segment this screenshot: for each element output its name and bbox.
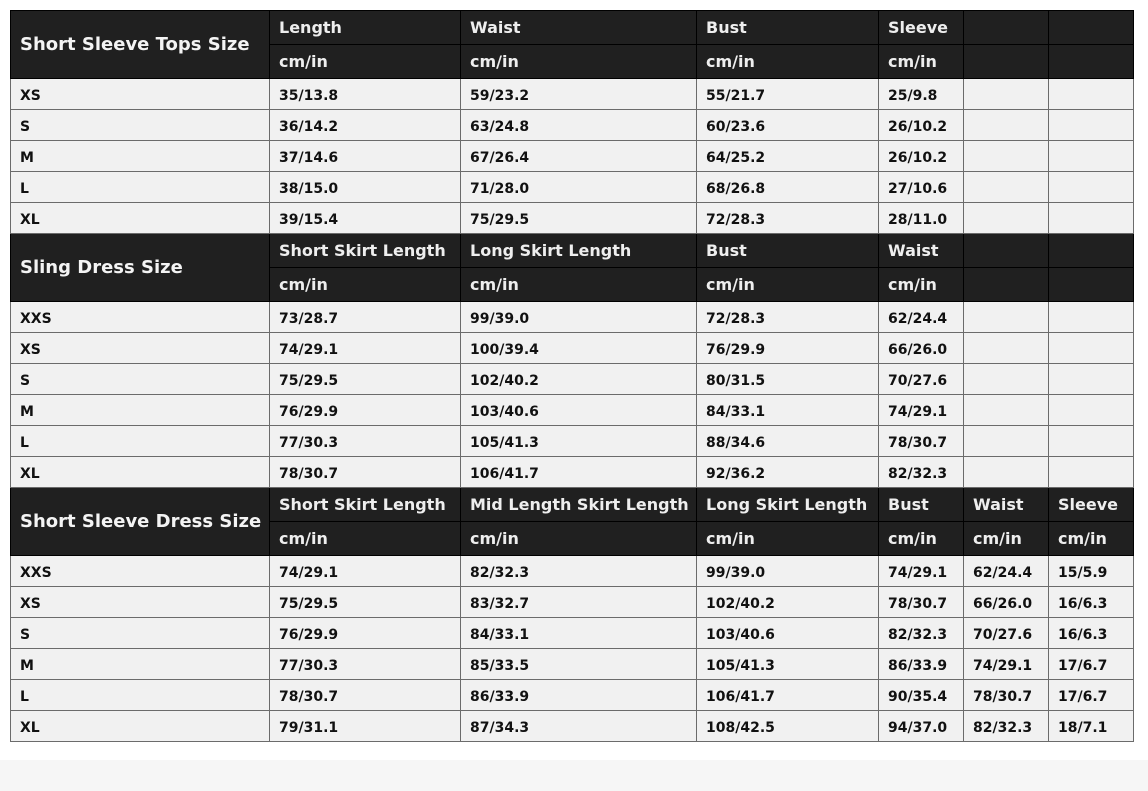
column-header: [964, 234, 1049, 268]
measurement-cell: [964, 426, 1049, 457]
measurement-cell: 86/33.9: [461, 680, 697, 711]
size-chart-table: [10, 10, 1134, 742]
section-header-row: [11, 11, 1134, 45]
table-row: [11, 364, 1134, 395]
measurement-cell: 62/24.4: [879, 302, 964, 333]
column-header: Short Skirt Length: [270, 234, 461, 268]
table-row: [11, 395, 1134, 426]
table-row: [11, 203, 1134, 234]
measurement-cell: 84/33.1: [697, 395, 879, 426]
measurement-cell: 92/36.2: [697, 457, 879, 488]
measurement-cell: 68/26.8: [697, 172, 879, 203]
measurement-cell: 78/30.7: [879, 426, 964, 457]
table-row: [11, 618, 1134, 649]
measurement-cell: 82/32.3: [461, 556, 697, 587]
measurement-cell: 75/29.5: [270, 587, 461, 618]
measurement-cell: 86/33.9: [879, 649, 964, 680]
size-label: XXS: [11, 556, 270, 587]
column-header: Waist: [461, 11, 697, 45]
measurement-cell: 26/10.2: [879, 110, 964, 141]
unit-label: cm/in: [697, 522, 879, 556]
column-header: Short Skirt Length: [270, 488, 461, 522]
measurement-cell: 85/33.5: [461, 649, 697, 680]
measurement-cell: 94/37.0: [879, 711, 964, 742]
measurement-cell: 17/6.7: [1049, 649, 1134, 680]
measurement-cell: 25/9.8: [879, 79, 964, 110]
measurement-cell: 83/32.7: [461, 587, 697, 618]
unit-label: cm/in: [964, 522, 1049, 556]
measurement-cell: 82/32.3: [879, 457, 964, 488]
column-header: Bust: [879, 488, 964, 522]
measurement-cell: 67/26.4: [461, 141, 697, 172]
table-row: [11, 302, 1134, 333]
size-label: M: [11, 395, 270, 426]
unit-label: cm/in: [461, 268, 697, 302]
measurement-cell: 15/5.9: [1049, 556, 1134, 587]
measurement-cell: 62/24.4: [964, 556, 1049, 587]
measurement-cell: 74/29.1: [879, 395, 964, 426]
measurement-cell: 73/28.7: [270, 302, 461, 333]
unit-label: cm/in: [879, 522, 964, 556]
measurement-cell: [1049, 172, 1134, 203]
measurement-cell: 28/11.0: [879, 203, 964, 234]
measurement-cell: [964, 79, 1049, 110]
measurement-cell: [1049, 302, 1134, 333]
measurement-cell: 106/41.7: [461, 457, 697, 488]
table-row: [11, 649, 1134, 680]
measurement-cell: 64/25.2: [697, 141, 879, 172]
size-label: XS: [11, 79, 270, 110]
column-header: Mid Length Skirt Length: [461, 488, 697, 522]
column-header: Sleeve: [879, 11, 964, 45]
measurement-cell: 87/34.3: [461, 711, 697, 742]
measurement-cell: [1049, 395, 1134, 426]
table-row: [11, 333, 1134, 364]
measurement-cell: 35/13.8: [270, 79, 461, 110]
unit-label: cm/in: [270, 268, 461, 302]
size-chart-body: [11, 11, 1134, 742]
table-row: [11, 426, 1134, 457]
section-header-row: [11, 234, 1134, 268]
page-bottom-band: [0, 760, 1148, 791]
column-header: Bust: [697, 234, 879, 268]
measurement-cell: 106/41.7: [697, 680, 879, 711]
measurement-cell: 77/30.3: [270, 649, 461, 680]
size-label: XS: [11, 587, 270, 618]
size-label: XXS: [11, 302, 270, 333]
measurement-cell: 102/40.2: [461, 364, 697, 395]
measurement-cell: [1049, 364, 1134, 395]
measurement-cell: 99/39.0: [461, 302, 697, 333]
measurement-cell: [964, 203, 1049, 234]
column-header: Length: [270, 11, 461, 45]
column-header: Sleeve: [1049, 488, 1134, 522]
measurement-cell: 26/10.2: [879, 141, 964, 172]
measurement-cell: 72/28.3: [697, 203, 879, 234]
measurement-cell: 105/41.3: [697, 649, 879, 680]
measurement-cell: 78/30.7: [879, 587, 964, 618]
measurement-cell: 79/31.1: [270, 711, 461, 742]
measurement-cell: 16/6.3: [1049, 618, 1134, 649]
measurement-cell: 100/39.4: [461, 333, 697, 364]
measurement-cell: [964, 333, 1049, 364]
size-label: XL: [11, 203, 270, 234]
measurement-cell: 102/40.2: [697, 587, 879, 618]
size-label: L: [11, 172, 270, 203]
measurement-cell: 37/14.6: [270, 141, 461, 172]
measurement-cell: 60/23.6: [697, 110, 879, 141]
column-header: Waist: [879, 234, 964, 268]
measurement-cell: 75/29.5: [270, 364, 461, 395]
size-label: XS: [11, 333, 270, 364]
measurement-cell: 39/15.4: [270, 203, 461, 234]
column-header: [1049, 234, 1134, 268]
measurement-cell: 78/30.7: [270, 457, 461, 488]
measurement-cell: [964, 141, 1049, 172]
measurement-cell: [1049, 141, 1134, 172]
measurement-cell: 78/30.7: [270, 680, 461, 711]
measurement-cell: [1049, 203, 1134, 234]
table-row: [11, 141, 1134, 172]
column-header: Long Skirt Length: [697, 488, 879, 522]
table-row: [11, 172, 1134, 203]
measurement-cell: 70/27.6: [879, 364, 964, 395]
measurement-cell: [964, 172, 1049, 203]
measurement-cell: 78/30.7: [964, 680, 1049, 711]
measurement-cell: 103/40.6: [697, 618, 879, 649]
unit-label: [1049, 268, 1134, 302]
measurement-cell: 66/26.0: [964, 587, 1049, 618]
size-label: S: [11, 364, 270, 395]
table-row: [11, 110, 1134, 141]
unit-label: cm/in: [1049, 522, 1134, 556]
measurement-cell: 16/6.3: [1049, 587, 1134, 618]
measurement-cell: [964, 302, 1049, 333]
measurement-cell: 38/15.0: [270, 172, 461, 203]
measurement-cell: [1049, 457, 1134, 488]
measurement-cell: 70/27.6: [964, 618, 1049, 649]
measurement-cell: 17/6.7: [1049, 680, 1134, 711]
unit-label: cm/in: [270, 45, 461, 79]
measurement-cell: 76/29.9: [270, 618, 461, 649]
measurement-cell: 27/10.6: [879, 172, 964, 203]
unit-label: [1049, 45, 1134, 79]
size-label: L: [11, 426, 270, 457]
measurement-cell: [964, 364, 1049, 395]
measurement-cell: 80/31.5: [697, 364, 879, 395]
table-row: [11, 711, 1134, 742]
table-row: [11, 556, 1134, 587]
unit-label: cm/in: [879, 268, 964, 302]
measurement-cell: 84/33.1: [461, 618, 697, 649]
table-row: [11, 587, 1134, 618]
measurement-cell: 66/26.0: [879, 333, 964, 364]
measurement-cell: 36/14.2: [270, 110, 461, 141]
size-label: S: [11, 110, 270, 141]
measurement-cell: 74/29.1: [964, 649, 1049, 680]
unit-label: [964, 268, 1049, 302]
measurement-cell: 90/35.4: [879, 680, 964, 711]
short-sleeve-dress-size-title: Short Sleeve Dress Size: [11, 488, 270, 556]
measurement-cell: 74/29.1: [270, 333, 461, 364]
table-row: [11, 457, 1134, 488]
unit-label: cm/in: [461, 522, 697, 556]
measurement-cell: 88/34.6: [697, 426, 879, 457]
measurement-cell: 105/41.3: [461, 426, 697, 457]
measurement-cell: 18/7.1: [1049, 711, 1134, 742]
measurement-cell: 74/29.1: [879, 556, 964, 587]
size-label: M: [11, 141, 270, 172]
measurement-cell: 59/23.2: [461, 79, 697, 110]
column-header: Waist: [964, 488, 1049, 522]
measurement-cell: 77/30.3: [270, 426, 461, 457]
unit-label: cm/in: [461, 45, 697, 79]
measurement-cell: [1049, 426, 1134, 457]
column-header: [1049, 11, 1134, 45]
measurement-cell: 82/32.3: [879, 618, 964, 649]
size-label: M: [11, 649, 270, 680]
measurement-cell: [964, 110, 1049, 141]
measurement-cell: 74/29.1: [270, 556, 461, 587]
measurement-cell: [1049, 333, 1134, 364]
unit-label: [964, 45, 1049, 79]
measurement-cell: 82/32.3: [964, 711, 1049, 742]
short-sleeve-tops-size-title: Short Sleeve Tops Size: [11, 11, 270, 79]
sling-dress-size-title: Sling Dress Size: [11, 234, 270, 302]
measurement-cell: 99/39.0: [697, 556, 879, 587]
size-label: L: [11, 680, 270, 711]
measurement-cell: 63/24.8: [461, 110, 697, 141]
unit-label: cm/in: [270, 522, 461, 556]
measurement-cell: 75/29.5: [461, 203, 697, 234]
column-header: [964, 11, 1049, 45]
measurement-cell: [1049, 110, 1134, 141]
column-header: Bust: [697, 11, 879, 45]
size-label: XL: [11, 457, 270, 488]
unit-label: cm/in: [697, 45, 879, 79]
measurement-cell: 103/40.6: [461, 395, 697, 426]
size-label: XL: [11, 711, 270, 742]
measurement-cell: [964, 457, 1049, 488]
table-row: [11, 680, 1134, 711]
size-label: S: [11, 618, 270, 649]
column-header: Long Skirt Length: [461, 234, 697, 268]
unit-label: cm/in: [697, 268, 879, 302]
measurement-cell: 108/42.5: [697, 711, 879, 742]
measurement-cell: 71/28.0: [461, 172, 697, 203]
measurement-cell: 76/29.9: [697, 333, 879, 364]
measurement-cell: 72/28.3: [697, 302, 879, 333]
measurement-cell: 76/29.9: [270, 395, 461, 426]
section-header-row: [11, 488, 1134, 522]
measurement-cell: [1049, 79, 1134, 110]
unit-label: cm/in: [879, 45, 964, 79]
table-row: [11, 79, 1134, 110]
measurement-cell: 55/21.7: [697, 79, 879, 110]
measurement-cell: [964, 395, 1049, 426]
